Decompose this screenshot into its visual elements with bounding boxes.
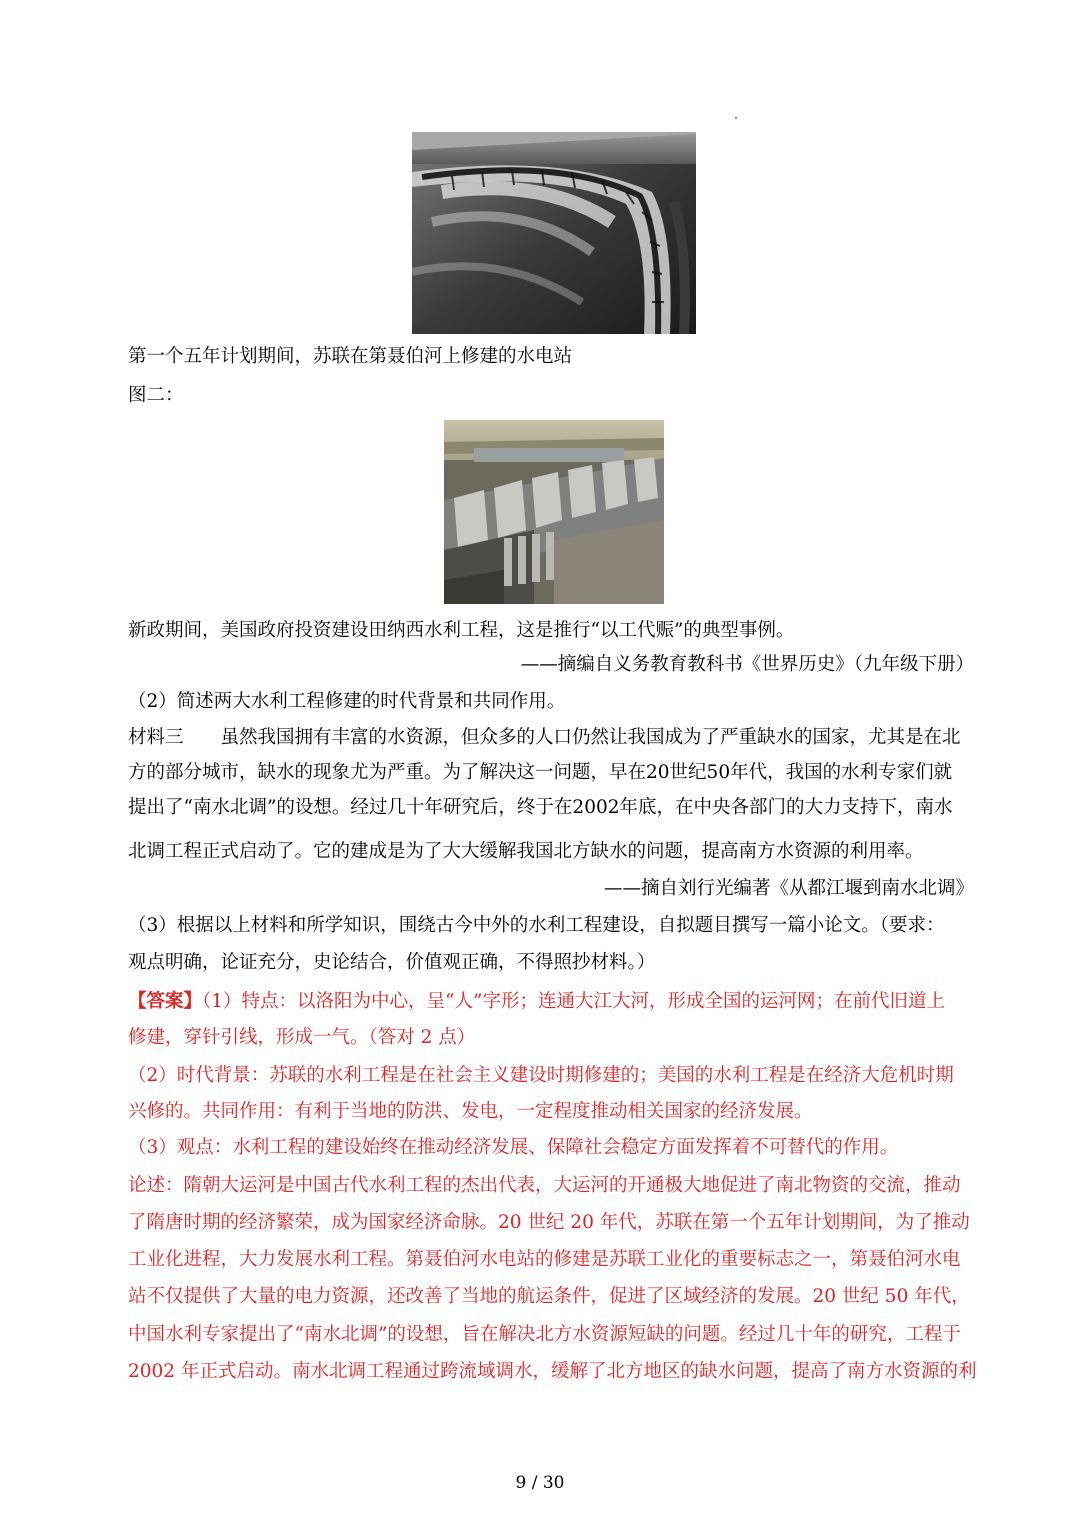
speck <box>735 117 737 119</box>
answer-line: 了隋唐时期的经济繁荣，成为国家经济命脉。20 世纪 20 年代，苏联在第一个五年计划期间，为了推动 <box>128 1212 970 1233</box>
answer-line: 站不仅提供了大量的电力资源，还改善了当地的航运条件，促进了区域经济的发展。20 世纪 50 年代， <box>128 1286 970 1307</box>
question-2: （2）简述两大水利工程修建的时代背景和共同作用。 <box>128 691 566 712</box>
dnieper-dam-photo <box>412 132 696 334</box>
answer-line: 修建，穿针引线，形成一气。（答对 2 点） <box>128 1027 476 1048</box>
material3-source: ——摘自刘行光编著《从都江堰到南水北调》 <box>603 878 974 899</box>
material3-line: 北调工程正式启动了。它的建成是为了大大缓解我国北方缺水的问题，提高南方水资源的利用率。 <box>128 841 924 862</box>
answer-tag: 【答案】 <box>128 991 203 1012</box>
figure2-source: ——摘编自义务教育教科书《世界历史》（九年级下册） <box>520 654 974 675</box>
figure1-caption: 第一个五年计划期间，苏联在第聂伯河上修建的水电站 <box>128 346 573 367</box>
material3-line: 提出了“南水北调”的设想。经过几十年研究后，终于在2002年底，在中央各部门的大力支持下，南水 <box>128 797 953 818</box>
answer-text: （1）特点：以洛阳为中心，呈“人”字形；连通大江大河，形成全国的运河网；在前代旧道上 <box>202 991 945 1012</box>
tva-photo-illustration <box>444 420 664 604</box>
question-3-line: （3）根据以上材料和所学知识，围绕古今中外的水利工程建设，自拟题目撰写一篇小论文。（要求： <box>128 915 945 936</box>
material3-line: 方的部分城市，缺水的现象尤为严重。为了解决这一问题，早在20世纪50年代，我国的水利专家们就 <box>128 762 953 783</box>
answer-line: 2002 年正式启动。南水北调工程通过跨流域调水，缓解了北方地区的缺水问题，提高了南方水资源的利 <box>128 1361 977 1382</box>
answer-line: 论述：隋朝大运河是中国古代水利工程的杰出代表，大运河的开通极大地促进了南北物资的交流，推动 <box>128 1175 961 1196</box>
material3-line: 材料三 虽然我国拥有丰富的水资源，但众多的人口仍然让我国成为了严重缺水的国家，尤其是在北 <box>128 727 961 748</box>
tennessee-dam-photo <box>444 420 664 604</box>
answer-line: 中国水利专家提出了“南水北调”的设想，旨在解决北方水资源短缺的问题。经过几十年的研究，工程于 <box>128 1324 961 1345</box>
page-number: 9 / 30 <box>515 1473 565 1493</box>
figure2-label: 图二： <box>128 385 184 406</box>
figure2-caption: 新政期间，美国政府投资建设田纳西水利工程，这是推行“以工代赈”的典型事例。 <box>128 620 795 641</box>
answer-line: （2）时代背景：苏联的水利工程是在社会主义建设时期修建的；美国的水利工程是在经济大危机时期 <box>128 1065 954 1086</box>
dam-photo-illustration <box>412 132 696 334</box>
answer-line: （3）观点：水利工程的建设始终在推动经济发展、保障社会稳定方面发挥着不可替代的作用。 <box>128 1137 899 1158</box>
answer-first-line <box>128 989 984 1015</box>
answer-line: 工业化进程，大力发展水利工程。第聂伯河水电站的修建是苏联工业化的重要标志之一，第聂伯河水电 <box>128 1249 961 1270</box>
question-3-line: 观点明确，论证充分，史论结合，价值观正确，不得照抄材料。） <box>128 952 656 973</box>
answer-line: 兴修的。共同作用：有利于当地的防洪、发电，一定程度推动相关国家的经济发展。 <box>128 1101 813 1122</box>
